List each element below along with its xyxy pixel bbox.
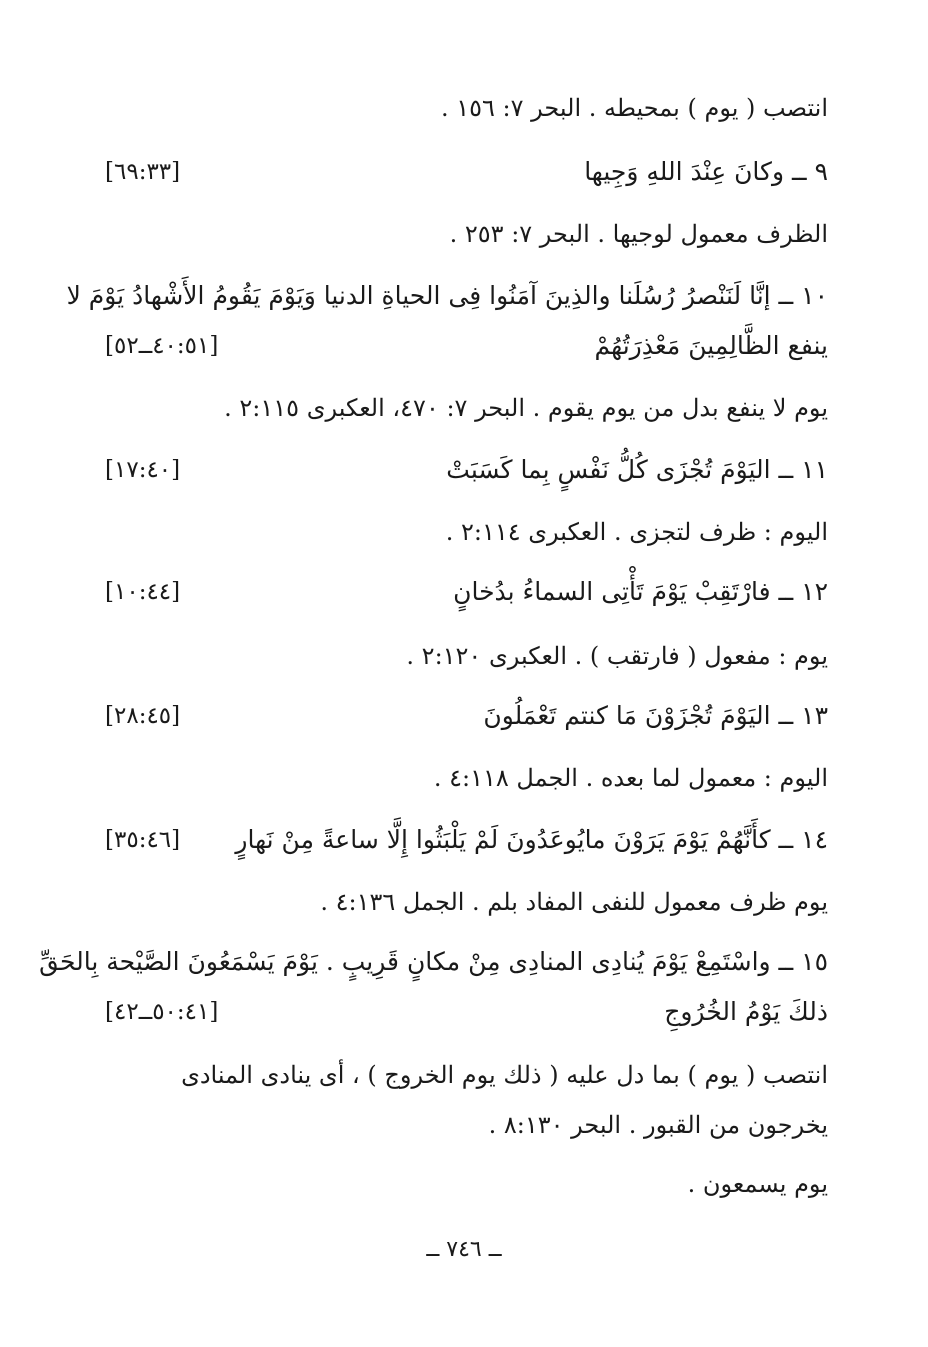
commentary-line: يوم : مفعول ( فارتقب ) . العكبرى ٢:١٢٠ .: [406, 642, 828, 670]
commentary-line: اليوم : ظرف لتجزى . العكبرى ٢:١١٤ .: [445, 518, 828, 546]
verse-reference: [٥٠:٤١ــ٤٢]: [105, 999, 219, 1025]
verse-9: ٩ ــ وكانَ عِنْدَ اللهِ وَجِيها: [584, 157, 828, 186]
verse-reference: [٢٨:٤٥]: [105, 703, 181, 729]
verse-11: ١١ ــ اليَوْمَ تُجْزَى كُلُّ نَفْسٍ بِما كَسَبَتْ: [446, 455, 828, 484]
verse-reference: [١٧:٤٠]: [105, 457, 181, 483]
commentary-line: يوم يسمعون .: [687, 1170, 828, 1198]
commentary-line: اليوم : معمول لما بعده . الجمل ٤:١١٨ .: [433, 764, 828, 792]
verse-14: ١٤ ــ كأَنَّهُمْ يَوْمَ يَرَوْنَ مايُوعَدُونَ لَمْ يَلْبَثُوا إِلَّا ساعةً مِنْ نَهارٍ: [235, 825, 828, 854]
verse-15-part2: ذلكَ يَوْمُ الخُرُوجِ: [664, 997, 828, 1026]
verse-reference: [٣٥:٤٦]: [105, 827, 181, 853]
verse-reference: [٦٩:٣٣]: [105, 159, 181, 185]
commentary-line: انتصب ( يوم ) بمحيطه . البحر ٧: ١٥٦ .: [440, 94, 828, 122]
commentary-line: الظرف معمول لوجيها . البحر ٧: ٢٥٣ .: [449, 220, 828, 248]
verse-13: ١٣ ــ اليَوْمَ تُجْزَوْنَ مَا كنتم تَعْمَلُونَ: [483, 701, 828, 730]
verse-reference: [٤٠:٥١ــ٥٢]: [105, 333, 219, 359]
verse-12: ١٢ ــ فارْتَقِبْ يَوْمَ تَأْتِى السماءُ بدُخانٍ: [453, 577, 828, 606]
verse-10-part2: ينفع الظَّالِمِينَ مَعْذِرَتُهُمْ: [594, 331, 828, 360]
commentary-paragraph: انتصب ( يوم ) بما دل عليه ( ذلك يوم الخروج ) ، أى ينادى المنادى يخرجون من القبور . البحر ٨:١٣٠ .: [181, 1061, 828, 1139]
page-number: ــ ٧٤٦ ــ: [426, 1237, 502, 1262]
verse-reference: [١٠:٤٤]: [105, 579, 181, 605]
commentary-line: يوم لا ينفع بدل من يوم يقوم . البحر ٧: ٤٧٠، العكبرى ٢:١١٥ .: [224, 394, 828, 422]
commentary-line: يوم ظرف معمول للنفى المفاد بلم . الجمل ٤:١٣٦ .: [320, 888, 828, 916]
verse-10-part1: ١٠ ــ إنَّا لَنَنْصرُ رُسُلَنا والذِينَ آمَنُوا فِى الحياةِ الدنيا وَيَوْمَ يَقُومُ الأَشْهادُ يَوْمَ لا: [66, 281, 828, 310]
verse-15-part1: ١٥ ــ واسْتَمِعْ يَوْمَ يُنادِى المنادِى مِنْ مكانٍ قَرِيبٍ . يَوْمَ يَسْمَعُونَ الصَّيْحة بِالحَقِّ: [39, 947, 828, 976]
